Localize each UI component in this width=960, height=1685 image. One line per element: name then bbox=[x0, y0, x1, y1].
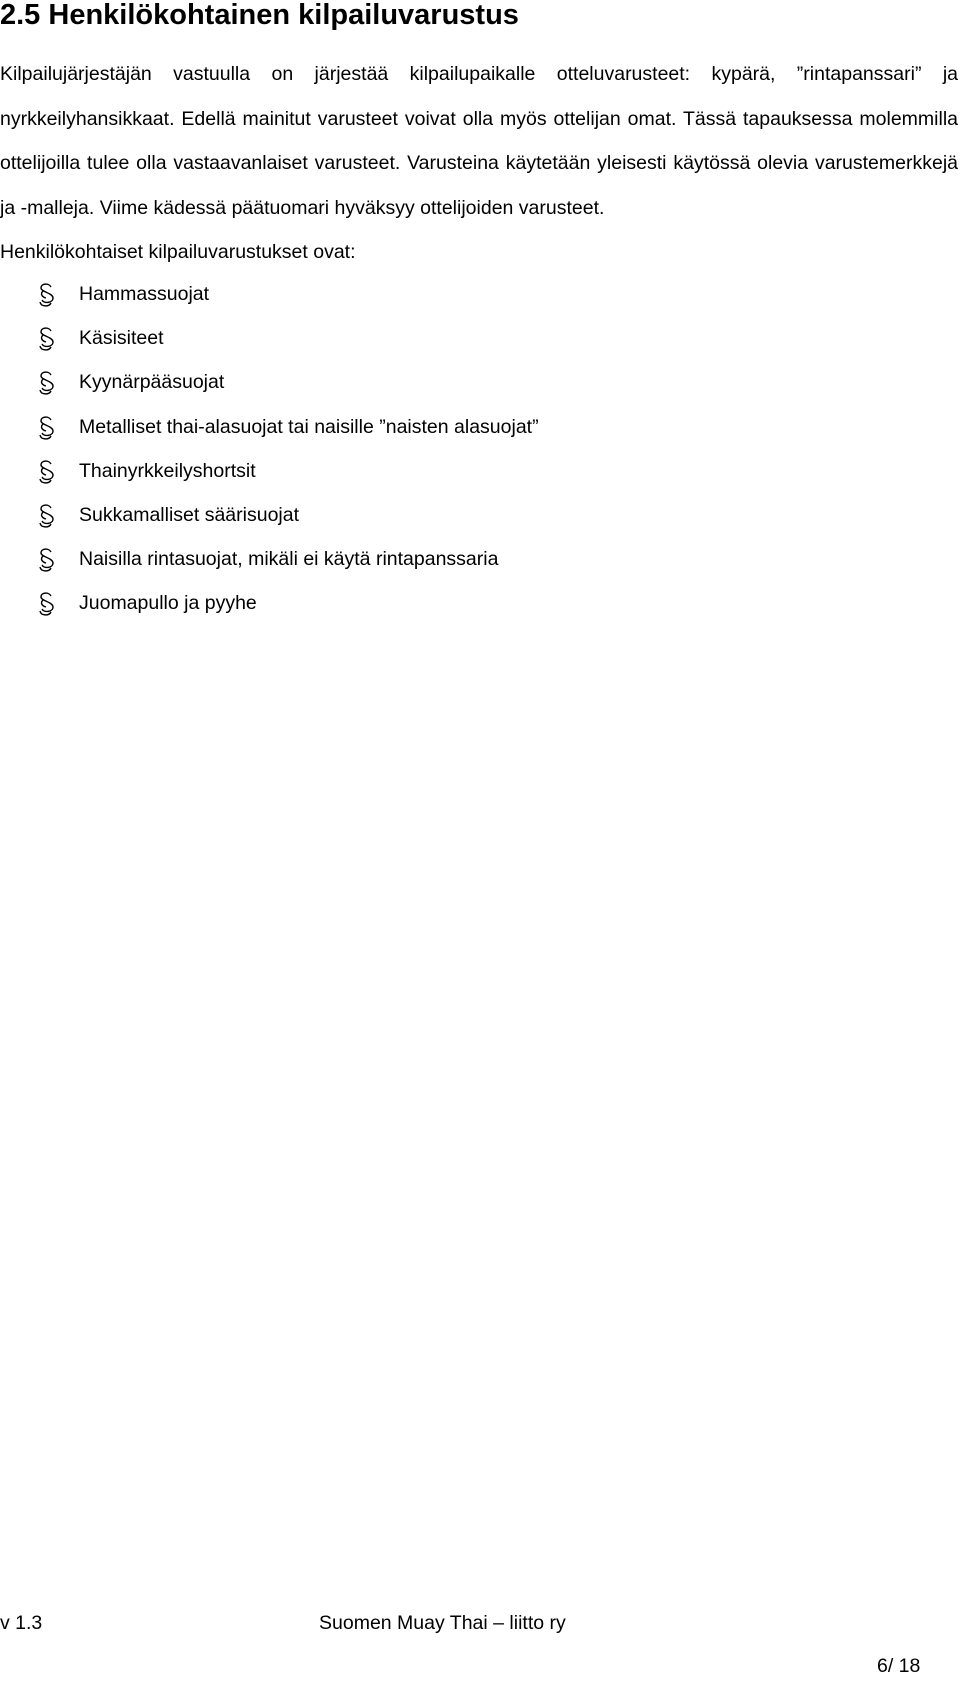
list-item-label: Käsisiteet bbox=[79, 327, 164, 350]
intro-paragraph: Kilpailujärjestäjän vastuulla on järjestää kilpailupaikalle otteluvarusteet: kypärä, ”rintapanssari” ja nyrkkeilyhansikkaat. Edellä mainitut varusteet voivat olla myös ottelijan omat. Tässä tapauksessa molemmilla ottelijoilla tulee olla vastaavanlaiset varusteet. Varusteina käytetään yleisesti käytössä olevia varustemerkkejä ja -malleja. Viime kädessä päätuomari hyväksyy ottelijoiden varusteet. bbox=[0, 63, 958, 219]
list-intro: Henkilökohtaiset kilpailuvarustukset ovat: bbox=[0, 241, 356, 263]
section-sign-icon bbox=[36, 326, 58, 352]
section-sign-icon bbox=[36, 591, 58, 617]
list-item-label: Hammassuojat bbox=[79, 283, 210, 305]
section-sign-icon bbox=[36, 282, 58, 308]
section-sign-icon bbox=[36, 415, 58, 441]
page-number: 6/ 18 bbox=[877, 1655, 921, 1677]
section-sign-icon bbox=[36, 547, 58, 573]
section-sign-icon bbox=[36, 370, 58, 396]
footer-organization: Suomen Muay Thai – liitto ry bbox=[319, 1612, 566, 1634]
section-heading: 2.5 Henkilökohtainen kilpailuvarustus bbox=[0, 0, 519, 31]
footer-version: v 1.3 bbox=[0, 1612, 43, 1634]
list-item-label: Sukkamalliset säärisuojat bbox=[79, 503, 300, 526]
section-sign-icon bbox=[36, 459, 58, 485]
section-sign-icon bbox=[36, 503, 58, 529]
list-item-label: Kyynärpääsuojat bbox=[79, 371, 225, 394]
list-item-label: Naisilla rintasuojat, mikäli ei käytä rintapanssaria bbox=[79, 548, 499, 571]
list-item-label: Thainyrkkeilyshortsit bbox=[79, 459, 256, 482]
list-item-label: Juomapullo ja pyyhe bbox=[79, 592, 257, 615]
list-item-label: Metalliset thai-alasuojat tai naisille ”naisten alasuojat” bbox=[79, 415, 539, 438]
